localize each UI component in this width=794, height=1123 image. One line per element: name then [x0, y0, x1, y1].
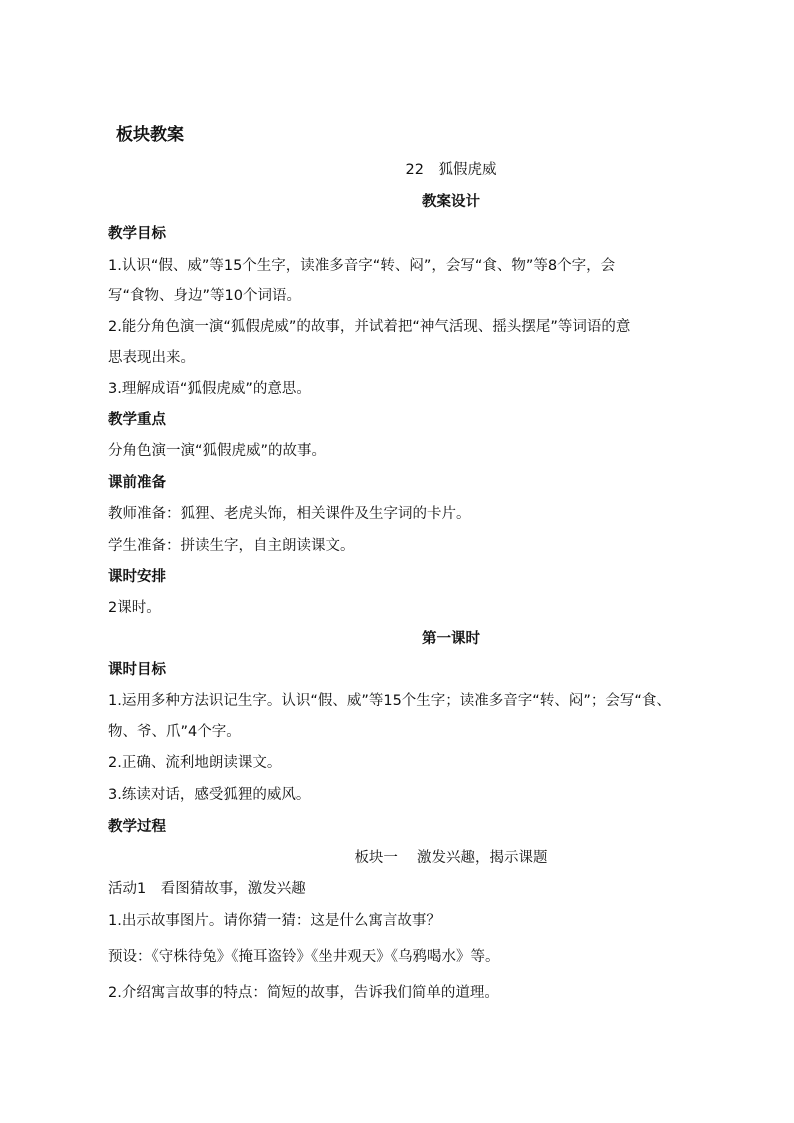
activity-title: 活动1 看图猜故事，激发兴趣	[108, 881, 306, 897]
goal-line: 写“食物、身边”等10个词语。	[108, 288, 301, 304]
lesson-goal-line: 2.正确、流利地朗读课文。	[108, 755, 282, 771]
header-title: 板块教案	[116, 125, 184, 145]
goal-line: 思表现出来。	[108, 350, 195, 366]
process-heading: 教学过程	[108, 819, 166, 835]
step-line: 预设：《守株待兔》《掩耳盗铃》《坐井观天》《乌鸦喝水》等。	[108, 949, 500, 965]
key-points-heading: 教学重点	[108, 412, 166, 428]
lesson-goals-heading: 课时目标	[108, 662, 166, 678]
design-title: 教案设计	[422, 194, 480, 210]
lesson-goal-line: 3.练读对话，感受狐狸的威风。	[108, 787, 311, 803]
lesson-goal-line: 物、爷、爪”4个字。	[108, 724, 241, 740]
key-points-text: 分角色演一演“狐假虎威”的故事。	[108, 443, 327, 459]
teacher-preparation: 教师准备：狐狸、老虎头饰，相关课件及生字词的卡片。	[108, 506, 471, 522]
block-title: 板块一 激发兴趣，揭示课题	[354, 850, 548, 866]
preparation-heading: 课前准备	[108, 475, 166, 491]
first-lesson-title: 第一课时	[422, 631, 480, 647]
goal-line: 1.认识“假、威”等15个生字，读准多音字“转、闷”，会写“食、物”等8个字，会	[108, 258, 616, 274]
goals-heading: 教学目标	[108, 226, 166, 242]
lesson-title: 22 狐假虎威	[405, 162, 497, 178]
step-line: 1.出示故事图片。请你猜一猜：这是什么寓言故事？	[108, 913, 441, 929]
schedule-heading: 课时安排	[108, 569, 166, 585]
lesson-goal-line: 1.运用多种方法识记生字。认识“假、威”等15个生字；读准多音字“转、闷”；会写“食、	[108, 693, 671, 709]
goal-line: 3.理解成语“狐假虎威”的意思。	[108, 381, 311, 397]
schedule-text: 2课时。	[108, 600, 161, 616]
student-preparation: 学生准备：拼读生字，自主朗读课文。	[108, 538, 355, 554]
step-line: 2.介绍寓言故事的特点：简短的故事，告诉我们简单的道理。	[108, 985, 499, 1001]
goal-line: 2.能分角色演一演“狐假虎威”的故事，并试着把“神气活现、摇头摆尾”等词语的意	[108, 319, 631, 335]
